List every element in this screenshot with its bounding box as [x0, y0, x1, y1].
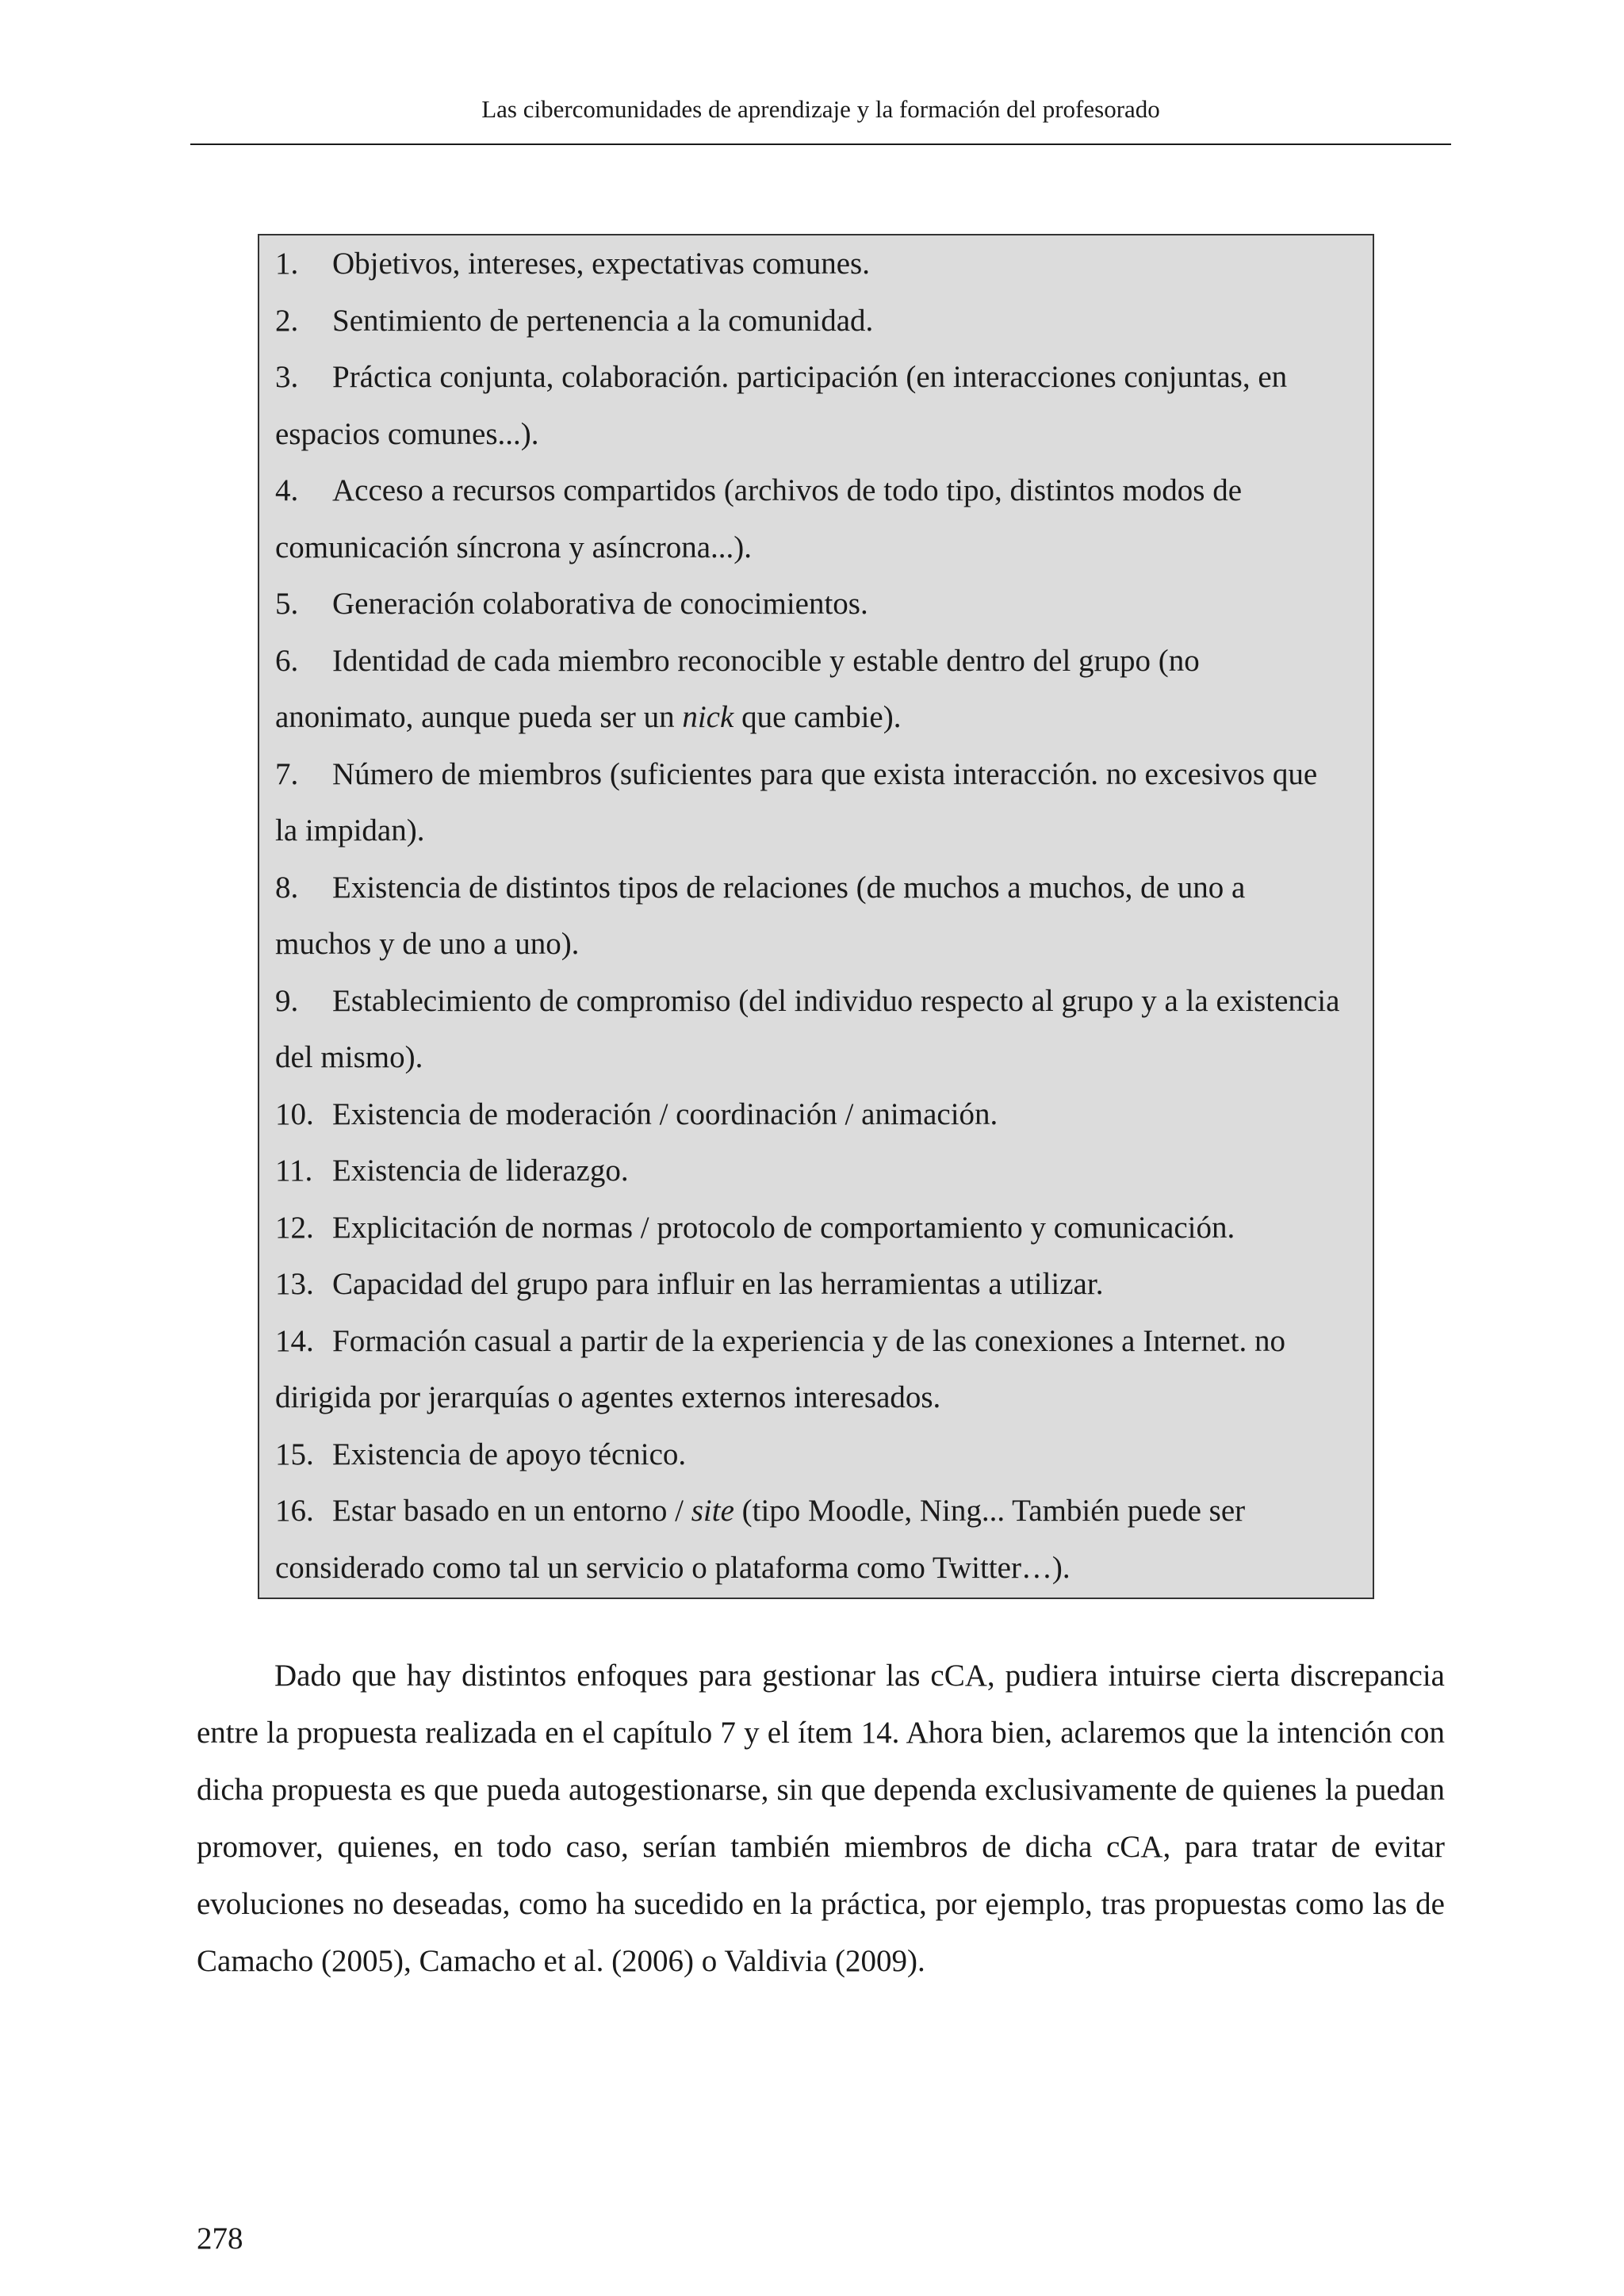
criteria-text: Acceso a recursos compartidos (archivos de todo tipo, distintos modos de comunicación síncrona y asíncrona...).	[275, 473, 1243, 564]
criteria-text: Capacidad del grupo para influir en las herramientas a utilizar.	[332, 1267, 1104, 1301]
criteria-text: Establecimiento de compromiso (del individuo respecto al grupo y a la existencia del mismo).	[275, 983, 1340, 1074]
criteria-number: 7.	[275, 756, 299, 791]
criteria-item-6	[275, 633, 1342, 746]
criteria-number: 16.	[275, 1494, 314, 1528]
criteria-item-8	[275, 859, 1342, 973]
criteria-text: Estar basado en un entorno /	[332, 1494, 691, 1528]
body-paragraph: Dado que hay distintos enfoques para gestionar las cCA, pudiera intuirse cierta discrepancia entre la propuesta realizada en el capítulo 7 y el ítem 14. Ahora bien, aclaremos que la intención con dicha propuesta es que pueda autogestionarse, sin que dependa exclusivamente de quienes la puedan promover, quienes, en todo caso, serían también miembros de dicha cCA, para tratar de evitar evoluciones no deseadas, como ha sucedido en la práctica, por ejemplo, tras propuestas como las de Camacho (2005), Camacho et al. (2006) o Valdivia (2009).	[197, 1659, 1445, 1978]
criteria-italic-term: nick	[682, 700, 734, 734]
criteria-text: que cambie).	[733, 700, 902, 734]
criteria-item-11	[275, 1142, 1342, 1200]
page-number: 278	[197, 2221, 243, 2256]
criteria-text: Objetivos, intereses, expectativas comunes.	[332, 247, 870, 281]
criteria-number: 1.	[275, 247, 299, 281]
header-rule	[190, 144, 1451, 145]
criteria-text: Generación colaborativa de conocimientos.	[332, 587, 868, 621]
criteria-text: Existencia de distintos tipos de relaciones (de muchos a muchos, de uno a muchos y de uno a uno).	[275, 870, 1246, 961]
criteria-text: Número de miembros (suficientes para que exista interacción. no excesivos que la impidan).	[275, 756, 1318, 848]
criteria-number: 9.	[275, 983, 299, 1018]
criteria-number: 10.	[275, 1096, 314, 1131]
criteria-item-13	[275, 1256, 1342, 1313]
criteria-text: Existencia de apoyo técnico.	[332, 1437, 687, 1471]
criteria-item-3	[275, 349, 1342, 462]
criteria-text: Sentimiento de pertenencia a la comunidad.	[332, 303, 874, 338]
criteria-item-5	[275, 576, 1342, 633]
criteria-text: Explicitación de normas / protocolo de comportamiento y comunicación.	[332, 1210, 1235, 1245]
criteria-number: 15.	[275, 1437, 314, 1471]
criteria-text: Identidad de cada miembro reconocible y estable dentro del grupo (no anonimato, aunque pueda ser un	[275, 643, 1200, 734]
criteria-item-12	[275, 1200, 1342, 1257]
criteria-item-4	[275, 462, 1342, 576]
criteria-text: Existencia de liderazgo.	[332, 1154, 629, 1188]
criteria-number: 11.	[275, 1154, 313, 1188]
criteria-text: Práctica conjunta, colaboración. participación (en interacciones conjuntas, en espacios comunes...).	[275, 360, 1288, 451]
criteria-number: 2.	[275, 303, 299, 338]
criteria-text: (tipo Moodle, Ning... También puede ser considerado como tal un servicio o plataforma como Twitter…).	[275, 1494, 1246, 1585]
criteria-box	[258, 234, 1374, 1599]
criteria-number: 3.	[275, 360, 299, 394]
criteria-list	[275, 235, 1342, 1596]
criteria-number: 14.	[275, 1323, 314, 1358]
criteria-number: 13.	[275, 1267, 314, 1301]
criteria-item-16	[275, 1483, 1342, 1596]
criteria-text: Formación casual a partir de la experiencia y de las conexiones a Internet. no dirigida por jerarquías o agentes externos interesados.	[275, 1323, 1285, 1414]
criteria-number: 4.	[275, 473, 299, 507]
criteria-italic-term: site	[691, 1494, 734, 1528]
criteria-number: 12.	[275, 1210, 314, 1245]
criteria-item-14	[275, 1313, 1342, 1426]
criteria-item-7	[275, 746, 1342, 859]
criteria-number: 8.	[275, 870, 299, 905]
criteria-number: 5.	[275, 587, 299, 621]
running-header: Las cibercomunidades de aprendizaje y la formación del profesorado	[481, 95, 1160, 123]
criteria-item-9	[275, 973, 1342, 1086]
criteria-item-1	[275, 235, 1342, 293]
criteria-item-2	[275, 293, 1342, 350]
criteria-number: 6.	[275, 643, 299, 678]
criteria-text: Existencia de moderación / coordinación / animación.	[332, 1096, 998, 1131]
criteria-item-15	[275, 1426, 1342, 1483]
criteria-item-10	[275, 1086, 1342, 1143]
